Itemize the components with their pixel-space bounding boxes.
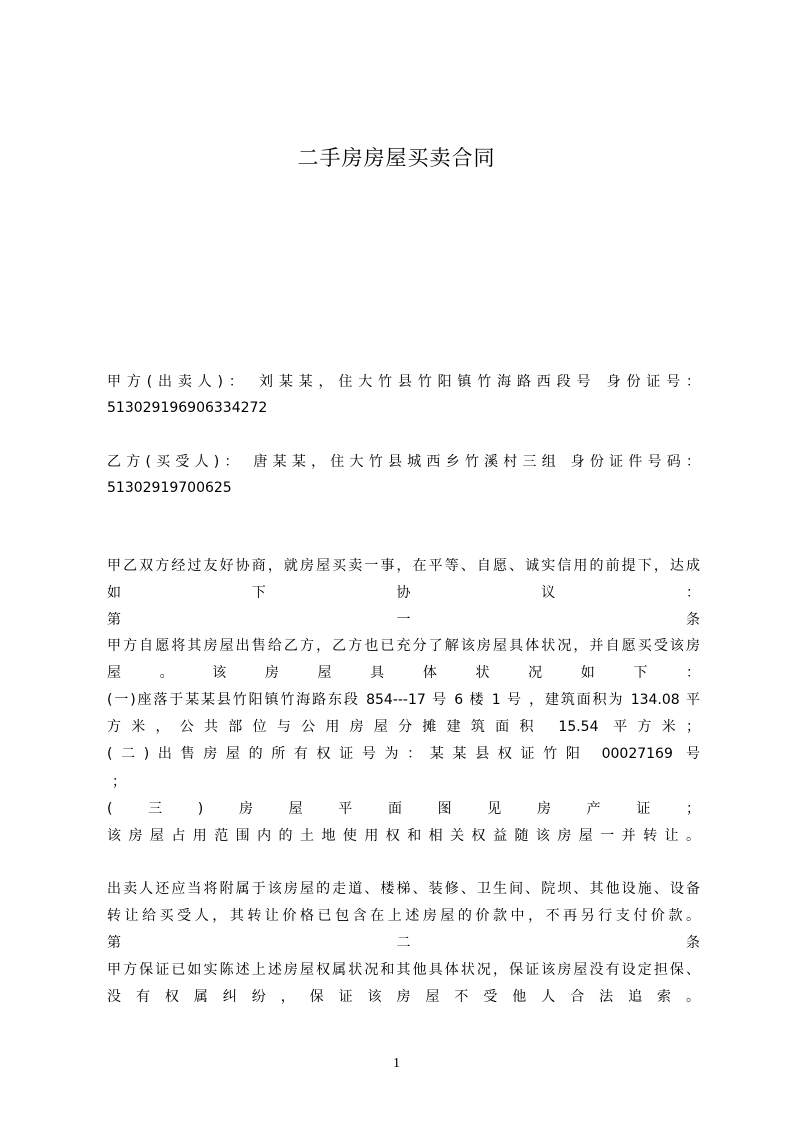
article-1-line-1: 甲方自愿将其房屋出售给乙方，乙方也已充分了解该房屋具体状况，并自愿买受该房 — [107, 638, 700, 654]
buyer-line: 乙方(买受人)： 唐某某，住大竹县城西乡竹溪村三组 身份证件号码： — [107, 454, 700, 470]
seller-id-number: 513029196906334272 — [107, 400, 268, 416]
article-2-heading: 第二条 — [107, 935, 700, 951]
article-1-item-2-end: ； — [112, 774, 126, 790]
article-2-line-1: 甲方保证已如实陈述上述房屋权属状况和其他具体状况，保证该房屋没有设定担保、 — [107, 962, 700, 978]
article-2-line-2: 没有权属纠纷，保证该房屋不受他人合法追索。 — [107, 989, 700, 1005]
article-1-item-3: (三)房屋平面图见房产证； — [107, 801, 700, 817]
article-1-item-2: (二)出售房屋的所有权证号为：某某县权证竹阳 00027169 号 — [107, 746, 700, 762]
preamble-line-1: 甲乙双方经过友好协商，就房屋买卖一事，在平等、自愿、诚实信用的前提下，达成 — [107, 558, 700, 574]
page-number: 1 — [393, 1056, 400, 1071]
attachments-line-1: 出卖人还应当将附属于该房屋的走道、楼梯、装修、卫生间、院坝、其他设施、设备 — [107, 881, 700, 897]
article-1-land-rights: 该房屋占用范围内的土地使用权和相关权益随该房屋一并转让。 — [107, 828, 700, 844]
seller-line: 甲方(出卖人)： 刘某某，住大竹县竹阳镇竹海路西段号 身份证号： — [107, 374, 700, 390]
preamble-line-2: 如下协议： — [107, 585, 700, 601]
document-title: 二手房房屋买卖合同 — [297, 146, 496, 170]
article-1-item-1-line-2: 方米，公共部位与公用房屋分摊建筑面积 15.54 平方米； — [107, 719, 700, 735]
attachments-line-2: 转让给买受人，其转让价格已包含在上述房屋的价款中，不再另行支付价款。 — [107, 908, 700, 924]
article-1-line-2: 屋。该房屋具体状况如下： — [107, 665, 700, 681]
buyer-id-number: 51302919700625 — [107, 480, 232, 496]
article-1-item-1-line-1: (一)座落于某某县竹阳镇竹海路东段 854---17 号 6 楼 1 号 ，建筑面积为 134.08 平 — [107, 692, 700, 708]
article-1-heading: 第一条 — [107, 612, 700, 628]
